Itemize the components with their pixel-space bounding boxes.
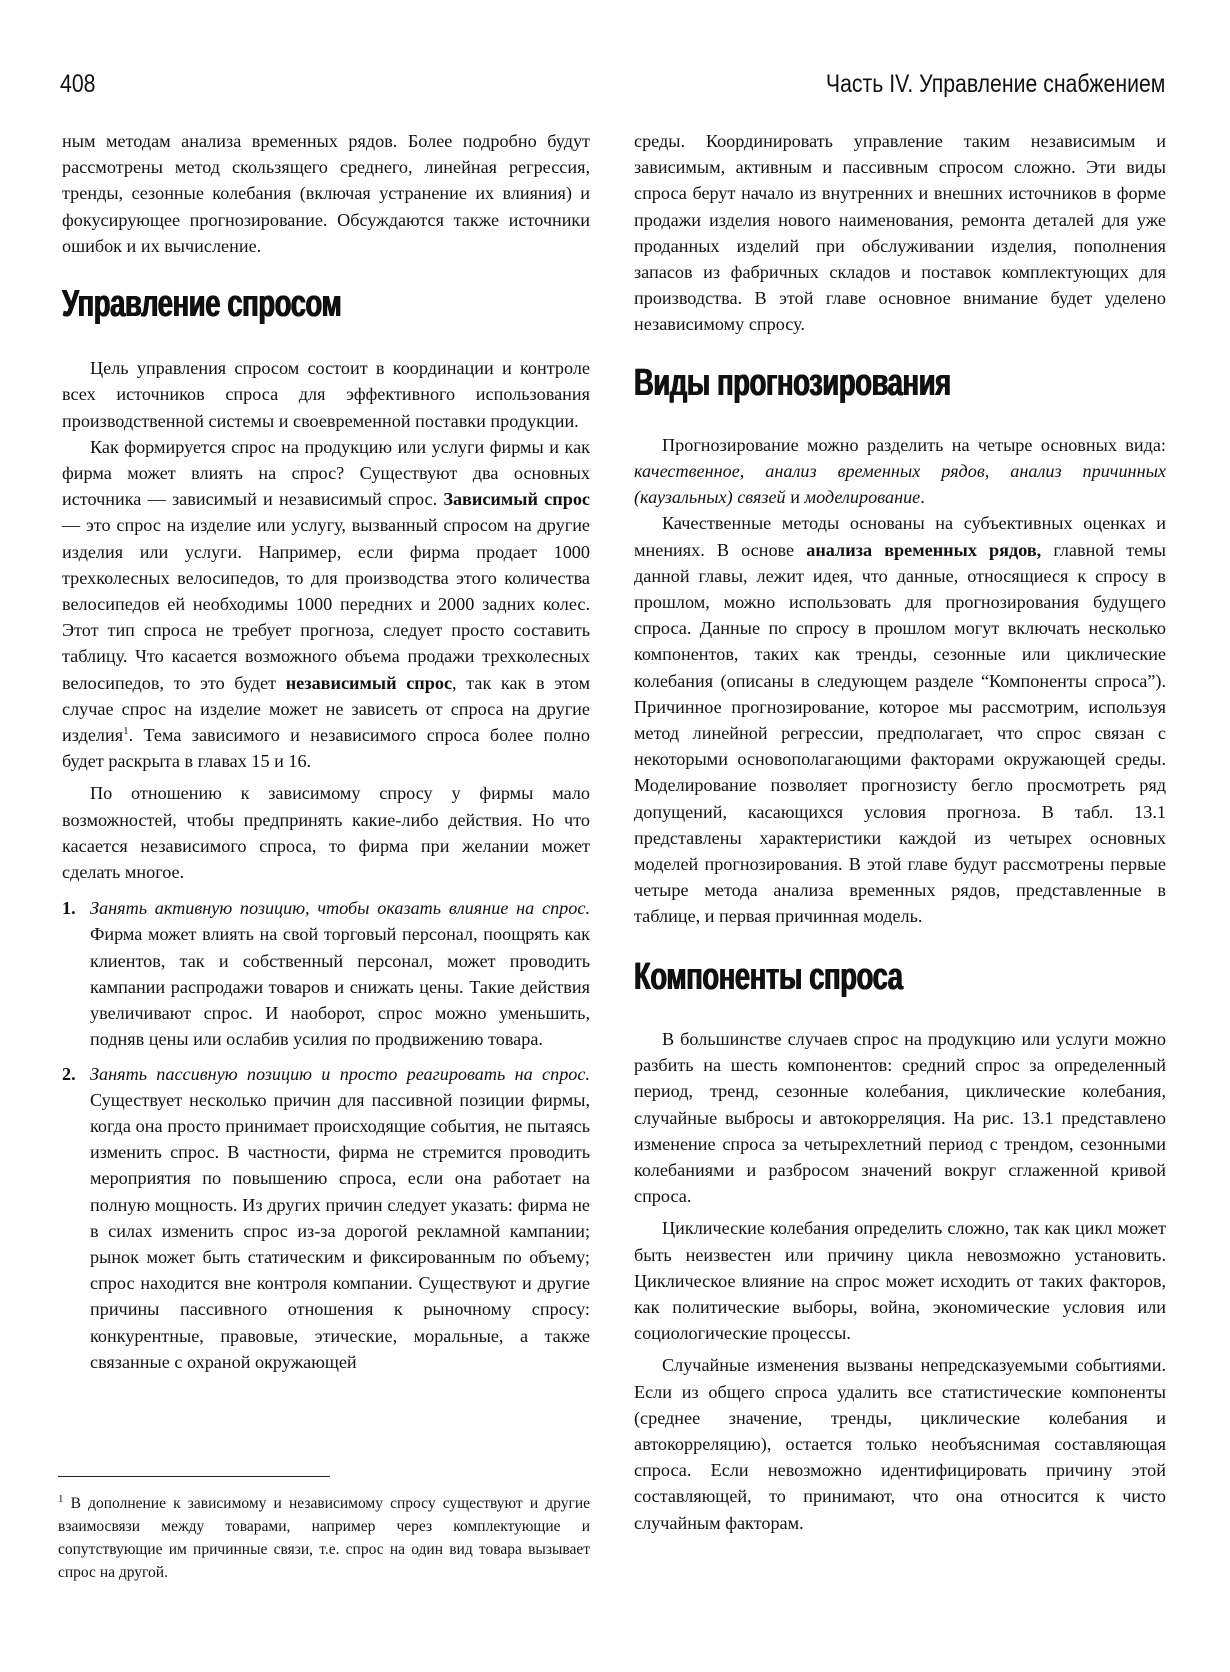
paragraph: Циклические колебания определить сложно, так как цикл может быть неизвестен или причину цикла невозможно установить. Циклическое влияние на спрос может исходить от таких факторов, как политические выборы, война, экономические условия или социологические процессы. <box>634 1218 1166 1344</box>
text: — это спрос на изделие или услугу, вызванный спросом на другие изделия или услуги. Например, если фирма продает 1000 трехколесных велосипедов, то для производства этого количества велосипедов ей необходимы 1000 передних и 2000 задних колес. Этот тип спроса не требует прогноза, следует просто составить таблицу. Что касается возможного объема продажи трехколесных велосипедов, то это будет <box>62 515 590 693</box>
footnote-marker: 1 <box>58 1492 64 1505</box>
list-item <box>62 895 590 1052</box>
term-time-series: анализа временных рядов, <box>806 539 1042 560</box>
paragraph <box>634 432 1166 511</box>
paragraph: По отношению к зависимому спросу у фирмы мало возможностей, чтобы предпринять какие-либо действия. Но что касается независимого спроса, то фирма при желании может сделать многое. <box>62 783 590 883</box>
left-column <box>62 128 590 1383</box>
intro-paragraph: ным методам анализа временных рядов. Более подробно будут рассмотрены метод скользящего среднего, линейная регрессия, тренды, сезонные колебания (включая устранение их влияния) и фокусирующее прогнозирование. Обсуждаются также источники ошибок и их вычисление. <box>62 131 590 256</box>
text: Как формируется спрос на продукцию или услуги фирмы и как фирма может влиять на спрос? Существуют два основных источника — зависимый и независимый спрос. <box>62 436 590 510</box>
intro-paragraph: среды. Координировать управление таким независимым и зависимым, активным и пассивным спросом сложно. Эти виды спроса берут начало из внутренних и внешних источников в форме продажи изделия нового наименования, ремонта деталей для уже проданных изделий при обслуживании изделия, пополнения запасов из фабричных складов и поставок комплектующих для производства. В этой главе основное внимание будет уделено независимому спросу. <box>634 131 1166 335</box>
list-text: Существует несколько причин для пассивной позиции фирмы, когда она просто принимает происходящие события, не пытаясь изменить спрос. В частности, фирма не стремится проводить мероприятия по повышению спроса, если она работает на полную мощность. Из других причин следует указать: фирма не в силах изменить спрос из-за дорогой рекламной кампании; рынок может быть статическим и фиксированным по объему; спрос находится вне контроля компании. Существуют и другие причины пассивного отношения к рыночному спросу: конкурентные, правовые, этические, моральные, а также связанные с охраной окружающей <box>90 1089 590 1372</box>
forecast-type-modeling: моделирование <box>804 487 921 508</box>
section-heading-demand-components: Компоненты спроса <box>634 955 903 998</box>
term-independent-demand: независимый спрос <box>285 672 453 693</box>
section-heading-demand-management: Управление спросом <box>62 283 342 326</box>
text: . Тема зависимого и независимого спроса более полно будет раскрыта в главах 15 и 16. <box>62 725 590 772</box>
list-item <box>62 1061 590 1375</box>
footnote-text: В дополнение к зависимому и независимому спросу существуют и другие взаимосвязи между товарами, например через комплектующие и сопутствующие им причинные связи, т.е. спрос на один вид товара вызывает спрос на другой. <box>58 1495 590 1581</box>
section-heading-forecast-types: Виды прогнозирования <box>634 361 951 404</box>
list-text: Фирма может влиять на свой торговый персонал, поощрять как клиентов, так и собственный персонал, может проводить кампании распродажи товаров и снижать цены. Такие действия увеличивают спрос. И наоборот, спрос можно уменьшить, подняв цены или ослабив усилия по продвижению товара. <box>90 924 590 1050</box>
paragraph: Случайные изменения вызваны непредсказуемыми событиями. Если из общего спроса удалить все статистические компоненты (среднее значение, тренды, циклические колебания и автокорреляцию), остается только необъяснимая составляющая спроса. Если невозможно идентифицировать причину этой составляющей, то принимают, что она относится к чисто случайным факторам. <box>634 1355 1166 1533</box>
text: . <box>920 487 925 508</box>
text: Прогнозирование можно разделить на четыре основных вида: <box>662 434 1166 455</box>
paragraph <box>634 510 1166 929</box>
text: главной темы данной главы, лежит идея, что данные, относящиеся к спросу в прошлом, можно использовать для прогнозирования будущего спроса. Данные по спросу в прошлом могут включать несколько компонентов, таких как тренды, сезонные или циклические колебания (описаны в следующем разделе “Компоненты спроса”). Причинное прогнозирование, которое мы рассмотрим, используя метод линейной регрессии, предполагает, что спрос связан с некоторыми основополагающими факторами окружающей среды. Моделирование позволяет прогнозисту бегло просмотреть ряд допущений, касающихся условия прогноза. В табл. 13.1 представлены характеристики каждой из четырех основных моделей прогнозирования. В этой главе будут рассмотрены первые четыре метода анализа временных рядов, представленные в таблице, и первая причинная модель. <box>634 539 1166 927</box>
list-number: 2. <box>62 1063 76 1084</box>
forecast-types: качественное, анализ временных рядов, анализ причинных (каузальных) связей <box>634 461 1166 508</box>
numbered-list <box>62 895 590 1375</box>
right-column <box>634 128 1166 1536</box>
page-header <box>60 70 1165 110</box>
text: Качественные методы основаны на субъективных оценках и мнениях. В основе <box>634 513 1166 560</box>
term-dependent-demand: Зависимый спрос <box>443 489 590 510</box>
paragraph: Цель управления спросом состоит в координации и контроле всех источников спроса для эффективного использования производственной системы и своевременной поставки продукции. <box>62 358 590 431</box>
page-number: 408 <box>60 70 96 98</box>
running-title: Часть IV. Управление снабжением <box>825 70 1165 98</box>
footnote-ref[interactable]: 1 <box>123 725 129 737</box>
text: и <box>785 487 805 508</box>
paragraph <box>62 434 590 775</box>
list-number: 1. <box>62 898 76 919</box>
text: , так как в этом случае спрос на изделие может не зависеть от спроса на другие изделия <box>62 672 590 746</box>
footnote-divider <box>58 1476 330 1477</box>
list-lead: Занять пассивную позицию и просто реагировать на спрос. <box>90 1063 590 1084</box>
list-lead: Занять активную позицию, чтобы оказать влияние на спрос. <box>90 898 590 919</box>
paragraph: В большинстве случаев спрос на продукцию или услуги можно разбить на шесть компонентов: средний спрос за определенный период, тренд, сезонные колебания, циклические колебания, случайные выбросы и автокорреляция. На рис. 13.1 представлено изменение спроса за четырехлетний период с трендом, сезонными колебаниями и разбросом значений вокруг сглаженной кривой спроса. <box>634 1028 1166 1207</box>
footnote <box>58 1492 590 1584</box>
